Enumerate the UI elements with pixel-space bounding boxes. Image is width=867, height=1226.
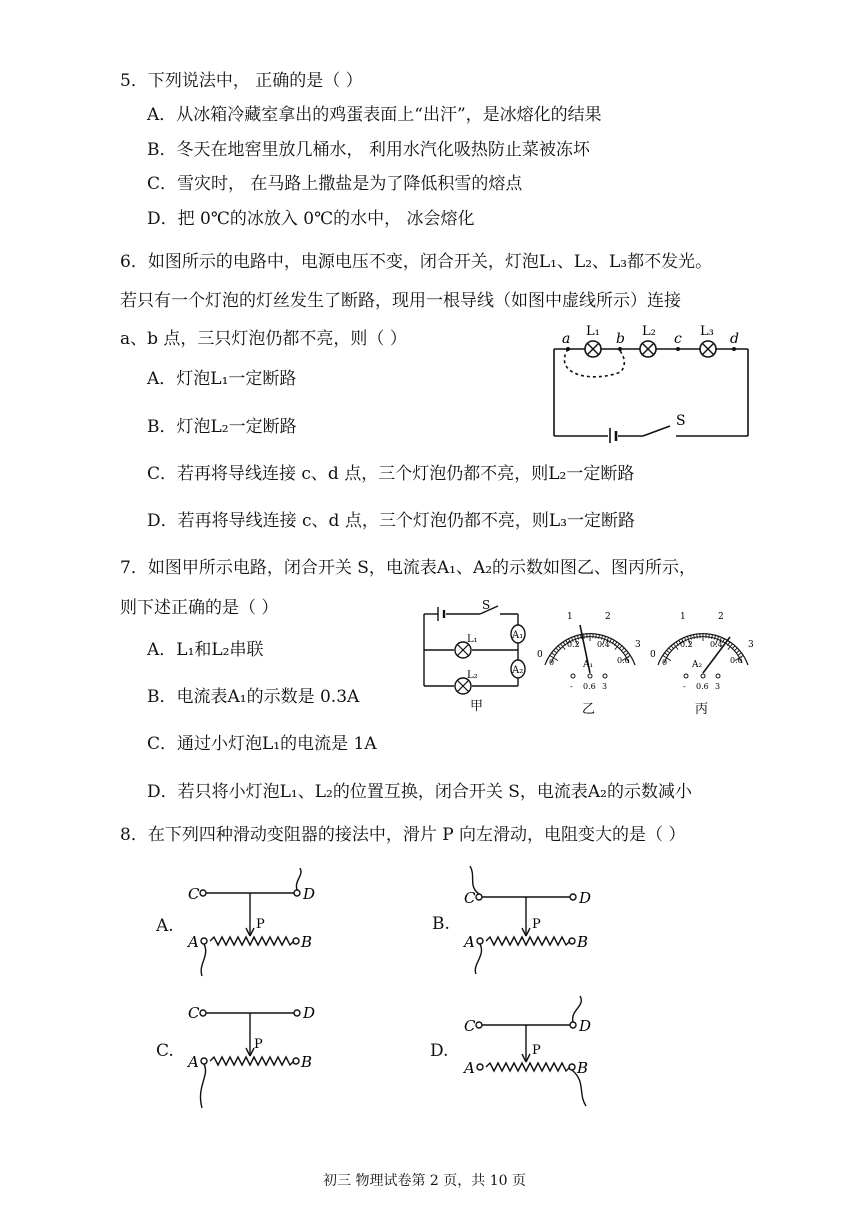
meter-tick <box>671 645 674 649</box>
q6-point-d: d <box>730 331 739 347</box>
q5-option-c: C．雪灾时， 在马路上撒盐是为了降低积雪的熔点 <box>147 174 523 194</box>
q6-option-b: B．灯泡L₂一定断路 <box>147 417 297 437</box>
q7-option-b: B．电流表A₁的示数是 0.3A <box>147 687 360 707</box>
q8-option-d-label: D. <box>430 1041 449 1061</box>
q6-switch-label: S <box>676 413 686 429</box>
q6-lamp-label-2: L₂ <box>642 324 656 339</box>
meter-tick <box>734 648 738 651</box>
q8-d-slider-p: P <box>532 1043 541 1058</box>
q7-meter-yi-top-1: 1 <box>567 612 573 622</box>
meter-tick <box>664 653 668 656</box>
meter-tick <box>553 650 557 653</box>
meter-tick <box>668 648 672 651</box>
q7-meter-bing <box>648 605 758 720</box>
q6-lamp-3 <box>700 341 716 357</box>
q7-meter-bing-term-neg: - <box>683 682 686 691</box>
q8-option-b-label: B. <box>432 914 450 934</box>
q7-stem-line1: 7．如图甲所示电路，闭合开关 S，电流表A₁、A₂的示数如图乙、图丙所示， <box>120 558 697 578</box>
q8-c-term-b: B <box>301 1053 313 1071</box>
q7-meter-bing-term-3: 3 <box>715 682 721 691</box>
q8-c-term-c: C <box>188 1004 200 1022</box>
q7-meter-bing-bottom-0: 0 <box>662 658 668 667</box>
q7-meter-yi-bottom-0: 0 <box>549 658 555 667</box>
q7-meter-bing-bottom-2: 0.4 <box>710 640 723 649</box>
q6-option-a: A．灯泡L₁一定断路 <box>147 369 297 389</box>
q7-option-d: D．若只将小灯泡L₁、L₂的位置互换，闭合开关 S，电流表A₂的示数减小 <box>147 782 692 802</box>
q6-point-b: b <box>616 331 625 347</box>
q7-meter-yi-bottom-3: 0.6 <box>617 656 630 665</box>
q7-meter-yi-term-3: 3 <box>602 682 608 691</box>
q6-lamp-label-1: L₁ <box>586 324 600 339</box>
q8-rheostat-a <box>182 868 332 988</box>
q8-a-term-b: B <box>301 933 313 951</box>
q7-lamp-label-1: L₁ <box>467 634 478 645</box>
page-footer: 初三 物理试卷第 2 页，共 10 页 <box>323 1173 526 1189</box>
q8-a-term-d: D <box>303 885 316 903</box>
q7-meter-yi-term-neg: - <box>570 682 573 691</box>
q7-meter-bing-term-06: 0.6 <box>696 682 709 691</box>
q7-ammeter-2-label: A₂ <box>512 665 524 676</box>
q7-circuit-jia <box>418 598 536 716</box>
q8-option-a-label: A. <box>156 916 174 936</box>
q7-ammeter-1-label: A₁ <box>512 630 524 641</box>
q7-meter-yi-bottom-1: 0.2 <box>567 640 580 649</box>
q8-b-term-d: D <box>579 889 592 907</box>
meter-tick <box>736 650 740 653</box>
q8-d-term-b: B <box>577 1059 589 1077</box>
q6-option-c: C．若再将导线连接 c、d 点，三个灯泡仍都不亮，则L₂一定断路 <box>147 464 635 484</box>
q5-option-d: D．把 0℃的冰放入 0℃的水中， 冰会熔化 <box>147 209 475 229</box>
q6-circuit-diagram <box>548 318 758 443</box>
q7-option-c: C．通过小灯泡L₁的电流是 1A <box>147 734 377 754</box>
meter-tick <box>621 648 625 651</box>
q6-option-d: D．若再将导线连接 c、d 点，三个灯泡仍都不亮，则L₃一定断路 <box>147 511 635 531</box>
meter-tick <box>666 650 670 653</box>
q7-option-a: A．L₁和L₂串联 <box>147 640 264 660</box>
q6-point-a: a <box>562 331 571 347</box>
q8-b-term-b: B <box>577 933 589 951</box>
q8-b-term-c: C <box>464 889 476 907</box>
q8-d-term-a: A <box>464 1059 475 1077</box>
meter-tick <box>555 648 559 651</box>
q7-caption-jia: 甲 <box>470 699 484 714</box>
q6-lamp-label-3: L₃ <box>700 324 714 339</box>
q7-meter-yi-top-0: 0 <box>537 650 543 660</box>
q8-a-term-c: C <box>188 885 200 903</box>
q7-meter-yi-term-06: 0.6 <box>583 682 596 691</box>
meter-tick <box>623 650 627 653</box>
q7-caption-yi: 乙 <box>582 702 596 717</box>
q8-c-slider-p: P <box>254 1037 263 1052</box>
meter-tick <box>558 645 561 649</box>
q7-meter-bing-name: A₂ <box>692 660 703 670</box>
meter-tick <box>732 645 735 649</box>
q5-option-a: A．从冰箱冷藏室拿出的鸡蛋表面上“出汗”，是冰熔化的结果 <box>147 105 602 125</box>
q5-option-b: B．冬天在地窖里放几桶水， 利用水汽化吸热防止菜被冻坏 <box>147 140 590 160</box>
q8-c-term-d: D <box>303 1004 316 1022</box>
q8-c-term-a: A <box>188 1053 199 1071</box>
q5-stem: 5．下列说法中， 正确的是（ ） <box>120 71 363 91</box>
q6-stem-line1: 6．如图所示的电路中，电源电压不变，闭合开关，灯泡L₁、L₂、L₃都不发光。 <box>120 252 713 272</box>
q6-lamp-2 <box>640 341 656 357</box>
q7-switch-label: S <box>482 598 491 612</box>
q7-stem-line2: 则下述正确的是（ ） <box>120 598 279 618</box>
q6-battery <box>610 428 616 443</box>
q8-option-c-label: C. <box>156 1041 174 1061</box>
q8-b-slider-p: P <box>532 917 541 932</box>
q7-meter-yi-name: A₁ <box>583 660 594 670</box>
q8-d-term-d: D <box>579 1017 592 1035</box>
q8-rheostat-d <box>458 994 608 1114</box>
q7-meter-yi-bottom-2: 0.4 <box>597 640 610 649</box>
q7-caption-bing: 丙 <box>695 702 709 717</box>
q8-a-slider-p: P <box>256 917 265 932</box>
q7-meter-yi <box>535 605 645 720</box>
q7-meter-bing-bottom-1: 0.2 <box>680 640 693 649</box>
q7-lamp-label-2: L₂ <box>467 670 478 681</box>
q8-b-term-a: A <box>464 933 475 951</box>
q7-meter-yi-top-3: 3 <box>635 640 641 650</box>
q7-meter-bing-top-1: 1 <box>680 612 686 622</box>
q6-point-c: c <box>674 331 682 347</box>
q6-lamp-1 <box>585 341 601 357</box>
q8-stem: 8．在下列四种滑动变阻器的接法中，滑片 P 向左滑动，电阻变大的是（ ） <box>120 825 686 845</box>
meter-tick <box>619 645 622 649</box>
q7-meter-bing-top-2: 2 <box>718 612 724 622</box>
q7-meter-yi-top-2: 2 <box>605 612 611 622</box>
q6-stem-line3: a、b 点，三只灯泡仍都不亮，则（ ） <box>120 329 407 349</box>
q8-d-term-c: C <box>464 1017 476 1035</box>
q8-rheostat-c <box>182 996 332 1116</box>
meter-tick <box>551 653 555 656</box>
q7-meter-bing-top-3: 3 <box>748 640 754 650</box>
q7-meter-bing-bottom-3: 0.6 <box>730 656 743 665</box>
q7-meter-bing-top-0: 0 <box>650 650 656 660</box>
q8-rheostat-b <box>458 866 608 986</box>
q8-a-term-a: A <box>188 933 199 951</box>
q6-stem-line2: 若只有一个灯泡的灯丝发生了断路，现用一根导线（如图中虚线所示）连接 <box>120 291 681 311</box>
